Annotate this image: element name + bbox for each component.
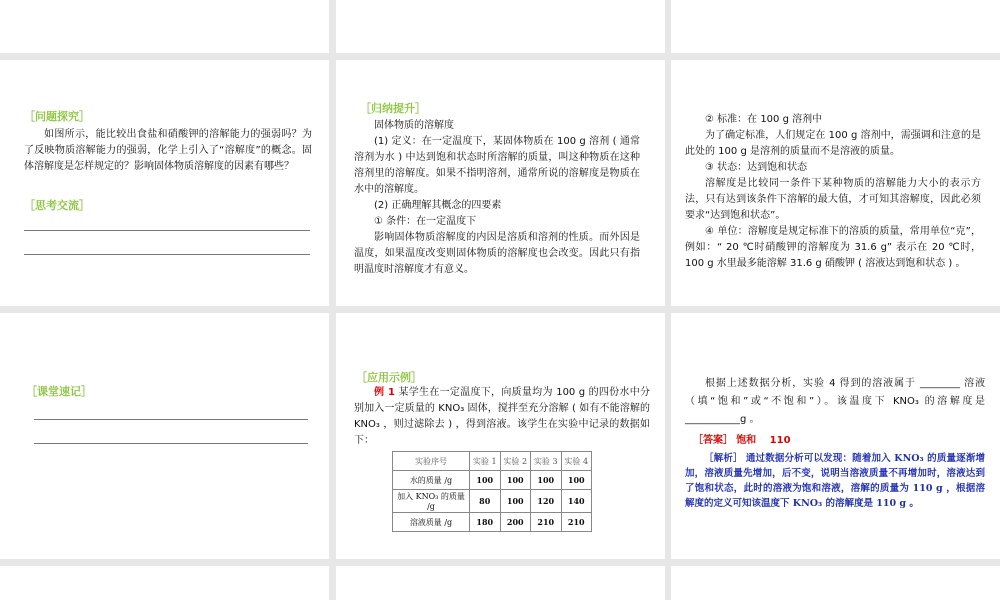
table-header-cell: 实验 2 xyxy=(500,452,531,471)
state-explanation: 溶解度是比较同一条件下某种物质的溶解能力大小的表示方法，只有达到该条件下溶解的最大值，才可知其溶解度，因此必须要求“达到饱和状态”。 xyxy=(685,178,981,221)
table-cell: 100 xyxy=(500,471,531,490)
analysis-paragraph xyxy=(685,451,985,511)
section-tag-question: ［问题探究］ xyxy=(24,110,90,123)
answer-question-text: 根据上述数据分析，实验 4 得到的溶液属于 ________ 溶液（填“饱和”或“不饱和”）。该温度下 KNO₃ 的溶解度是 ___________g 。 xyxy=(685,378,985,425)
slide-bottom-left xyxy=(0,566,329,600)
slide-top-left xyxy=(0,0,329,53)
question-text xyxy=(24,127,312,175)
table-header-cell: 实验 4 xyxy=(561,452,592,471)
slide-bottom-right xyxy=(671,566,1000,600)
standard-point: ② 标准：在 100 g 溶剂中 xyxy=(705,114,823,125)
table-cell: 200 xyxy=(500,513,531,532)
analysis-text: 通过数据分析可以发现：随着加入 KNO₃ 的质量逐渐增加，溶液质量先增加，后不变，说明当溶液质量不再增加时，溶液达到了饱和状态，此时的溶液为饱和溶液，溶解的质量为 110 g ，根据溶解度的定义可知该温度下 KNO₃ 的溶解度是 110 g 。 xyxy=(685,453,985,509)
summary-condition: ① 条件：在一定温度下 xyxy=(374,216,477,227)
answer-line xyxy=(693,433,983,449)
slide-summary-continued xyxy=(671,60,1000,306)
writing-line xyxy=(24,230,310,231)
slide-answer xyxy=(671,313,1000,559)
table-cell: 180 xyxy=(470,513,501,532)
state-point: ③ 状态：达到饱和状态 xyxy=(705,162,808,173)
slide-application-example xyxy=(336,313,665,559)
slide-question-explore xyxy=(0,60,329,306)
table-cell: 140 xyxy=(561,490,592,513)
table-cell: 水的质量 /g xyxy=(393,471,470,490)
table-header-cell: 实验 3 xyxy=(531,452,562,471)
answer-label: ［答案］ xyxy=(693,435,733,446)
slide-top-right xyxy=(671,0,1000,53)
table-cell: 80 xyxy=(470,490,501,513)
summary-text xyxy=(354,118,640,278)
example-label: 例 1 xyxy=(374,387,396,398)
analysis-block xyxy=(685,451,985,511)
section-tag-summary: ［归纳提升］ xyxy=(360,102,426,115)
table-row xyxy=(393,513,592,532)
table-cell: 210 xyxy=(531,513,562,532)
table-cell: 溶液质量 /g xyxy=(393,513,470,532)
table-cell: 120 xyxy=(531,490,562,513)
writing-line xyxy=(24,254,310,255)
table-cell: 100 xyxy=(561,471,592,490)
table-cell: 100 xyxy=(531,471,562,490)
writing-line xyxy=(34,419,308,420)
summary-definition: (1) 定义：在一定温度下，某固体物质在 100 g 溶剂 ( 通常溶剂为水 ) 中达到饱和状态时所溶解的质量，叫这种物质在这种溶剂里的溶解度。如果不指明溶剂，通常所说的溶解度是物质在水中的溶解度。 xyxy=(354,136,640,195)
example-paragraph xyxy=(354,385,650,449)
table-cell: 210 xyxy=(561,513,592,532)
slide-class-notes xyxy=(0,313,329,559)
slide-top-middle xyxy=(336,0,665,53)
writing-line xyxy=(34,443,308,444)
answer-question xyxy=(685,375,985,429)
slide-summary xyxy=(336,60,665,306)
summary-temperature: 影响固体物质溶解度的内因是溶质和溶剂的性质。而外因是温度，如果温度改变则固体物质的溶解度也会改变。因此只有指明温度时溶解度才有意义。 xyxy=(354,232,640,275)
table-header-row xyxy=(393,452,592,471)
table-cell: 100 xyxy=(500,490,531,513)
section-tag-example: ［应用示例］ xyxy=(356,371,422,384)
experiment-table xyxy=(392,451,592,532)
summary-continued-text xyxy=(685,112,981,272)
table-header-cell: 实验序号 xyxy=(393,452,470,471)
summary-four-elements: (2) 正确理解其概念的四要素 xyxy=(374,200,502,211)
summary-heading: 固体物质的溶解度 xyxy=(374,120,454,131)
section-tag-discussion: ［思考交流］ xyxy=(24,199,90,212)
table-row xyxy=(393,490,592,513)
unit-point: ④ 单位：溶解度是规定标准下的溶质的质量，常用单位“克”， 例如：“ 20 ℃时硝酸钾的溶解度为 31.6 g” 表示在 20 ℃时， 100 g 水里最多能溶解 31.6 g 硝酸钾 ( 溶液达到饱和状态 ) 。 xyxy=(685,226,981,269)
table-row xyxy=(393,471,592,490)
question-paragraph: 如图所示，能比较出食盐和硝酸钾的溶解能力的强弱吗？为了反映物质溶解能力的强弱，化学上引入了“溶解度”的概念。固体溶解度是怎样规定的？影响固体物质溶解度的因素有哪些？ xyxy=(24,129,312,172)
example-body: 某学生在一定温度下，向质量均为 100 g 的四份水中分别加入一定质量的 KNO₃ 固体，搅拌至充分溶解 ( 如有不能溶解的 KNO₃ ，则过滤除去 ) ，得到溶液。该学生在实验中记录的数据如下： xyxy=(354,387,650,446)
example-text xyxy=(354,385,650,449)
table-cell: 加入 KNO₃ 的质量 /g xyxy=(393,490,470,513)
slide-bottom-middle xyxy=(336,566,665,600)
section-tag-notes: ［课堂速记］ xyxy=(26,385,92,398)
standard-explanation: 为了确定标准，人们规定在 100 g 溶剂中，需强调和注意的是此处的 100 g 是溶剂的质量而不是溶液的质量。 xyxy=(685,130,981,157)
analysis-label: ［解析］ xyxy=(704,453,743,464)
answer-value: 饱和 110 xyxy=(736,435,791,446)
table-cell: 100 xyxy=(470,471,501,490)
table-header-cell: 实验 1 xyxy=(470,452,501,471)
